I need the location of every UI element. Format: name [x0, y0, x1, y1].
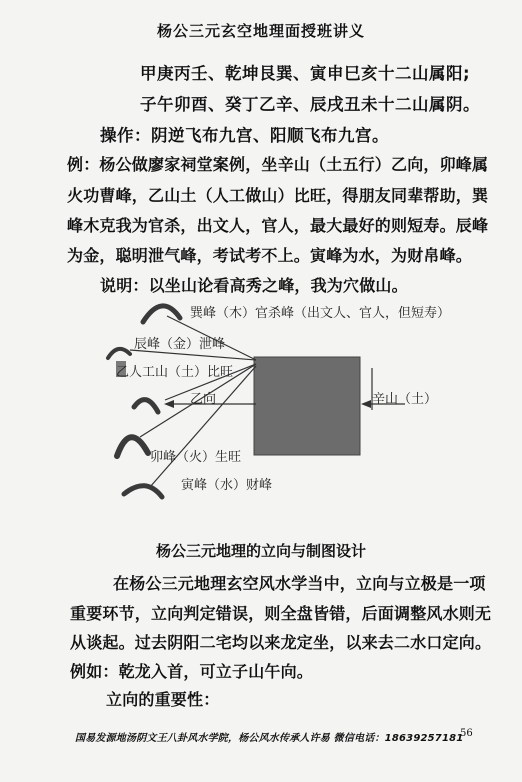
page-header: 杨公三元玄空地理面授班讲义	[156, 22, 365, 40]
label-xun: 巽峰（木）官杀峰（出文人、官人，但短寿）	[190, 306, 451, 321]
yi-peak-icon	[134, 400, 158, 412]
body-line-1: 在杨公三元地理玄空风水学当中，立向与立极是一项	[113, 574, 486, 593]
text-line-8: 说明：以坐山论看高秀之峰，我为穴做山。	[100, 276, 408, 295]
text-line-1: 甲庚丙壬、乾坤艮巽、寅申巳亥十二山属阳;	[140, 64, 471, 83]
footer-note: 国易发源地汤阴文王八卦风水学院，杨公风水传承人许易 微信电话：18639257181	[75, 733, 464, 744]
label-yi-shan: 乙人工山（土）比旺	[116, 365, 234, 380]
site-square	[254, 357, 360, 455]
label-yi-xiang: 乙向	[190, 392, 217, 407]
text-line-4: 例：杨公做廖家祠堂案例，坐辛山（土五行）乙向，卯峰属	[67, 155, 489, 174]
yin-peak-icon	[124, 486, 162, 497]
page-number: 56	[460, 728, 473, 739]
text-line-2: 子午卯酉、癸丁乙辛、辰戌丑未十二山属阴。	[140, 95, 480, 114]
text-line-7: 为金，聪明泄气峰，考试考不上。寅峰为水，为财帛峰。	[67, 246, 473, 265]
text-line-3: 操作：阴逆飞布九宫、阳顺飞布九宫。	[100, 126, 389, 145]
body-line-3: 从谈起。过去阴阳二宅均以来龙定坐，以来去二水口定向。	[70, 633, 492, 652]
text-line-6: 峰木克我为官杀，出文人，官人，最大最好的则短寿。辰峰	[67, 216, 489, 235]
label-yin: 寅峰（水）财峰	[181, 478, 273, 493]
mao-peak-icon	[117, 437, 148, 456]
section-title: 杨公三元地理的立向与制图设计	[155, 542, 366, 560]
arrowhead-xin-shan	[361, 400, 371, 408]
chen-peak-icon	[108, 349, 130, 358]
label-chen: 辰峰（金）泄峰	[134, 337, 226, 352]
body-line-2: 重要环节，立向判定错误，则全盘皆错，后面调整风水则无	[70, 604, 492, 623]
arrowhead-yi-xiang	[164, 400, 174, 408]
label-xin-shan: 辛山（土）	[372, 392, 438, 407]
body-line-5: 立向的重要性：	[106, 690, 220, 709]
label-mao: 卯峰（火）生旺	[150, 450, 242, 465]
text-line-5: 火功曹峰，乙山土（人工做山）比旺，得朋友同辈帮助，巽	[67, 186, 489, 205]
body-line-4: 例如：乾龙入首，可立子山午向。	[70, 662, 314, 681]
arrow-yin	[150, 366, 256, 487]
